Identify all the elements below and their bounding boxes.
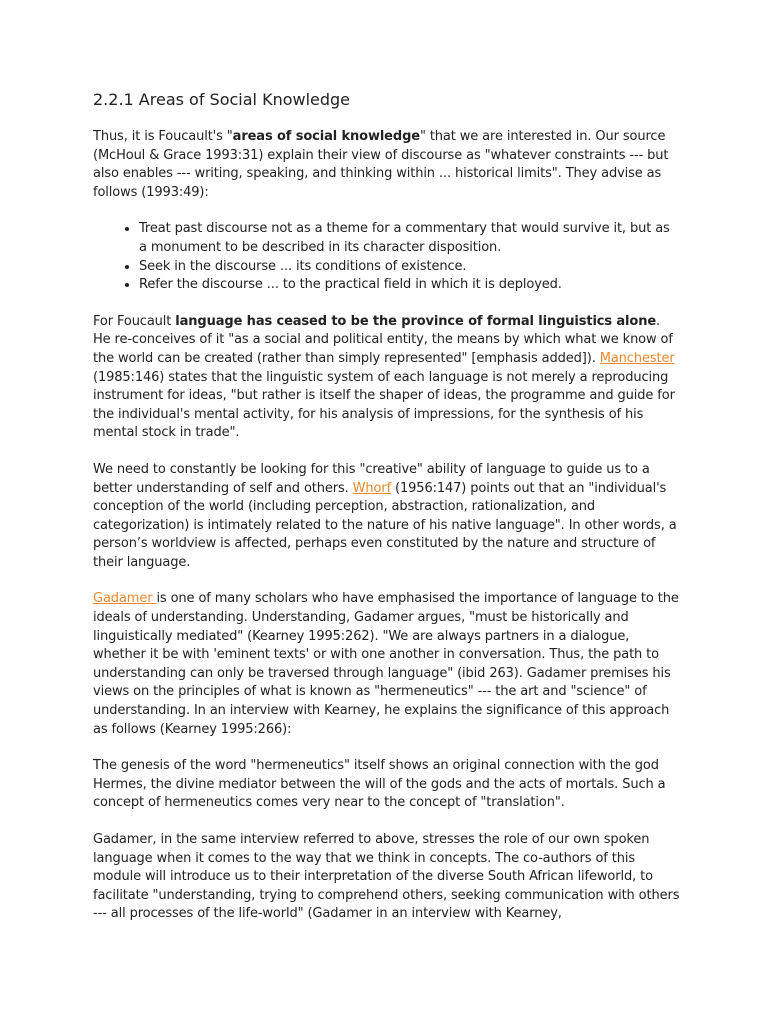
bullet-list	[93, 220, 680, 294]
section-heading: 2.2.1 Areas of Social Knowledge	[93, 90, 351, 109]
paragraph-hermeneutics-quote: The genesis of the word "hermeneutics" itself shows an original connection with the god Hermes, the divine mediator between the will of the gods and the acts of mortals. Such a concept of hermeneutics comes very near to the concept of "translation".	[93, 758, 666, 811]
gadamer-link[interactable]: Gadamer	[93, 591, 157, 607]
list-item: • Treat past discourse not as a theme for a commentary that would survive it, but as a monument to be described in its character disposition.	[139, 220, 680, 257]
text-run: Thus, it is Foucault's "	[93, 129, 233, 144]
text-run: . He re-conceives of it "as a social and political entity, the means by which what we know of the world can be created (rather than simply represented" [emphasis added]).	[93, 313, 673, 366]
list-item: • Refer the discourse ... to the practical field in which it is deployed.	[139, 276, 680, 295]
paragraph-gadamer-interview: Gadamer, in the same interview referred to above, stresses the role of our own spoken language when it comes to the way that we think in concepts. The co-authors of this module will introduce us to their interpretation of the diverse South African lifeworld, to facilitate "understanding, trying to comprehend others, seeking communication with others --- all processes of the life-world" (Gadamer in an interview with Kearney,	[93, 832, 680, 922]
bold-phrase: areas of social knowledge	[232, 129, 420, 144]
text-run: (1985:146) states that the linguistic system of each language is not merely a reproducing instrument for ideas, "but rather is itself the shaper of ideas, the programme and guide for the individual's mental activity, for his analysis of impressions, for the synthesis of his mental stock in trade".	[93, 369, 675, 441]
text-run: " that we are interested in. Our source (McHoul & Grace 1993:31) explain their view of discourse as "whatever constraints --- but also enables --- writing, speaking, and thinking within ... historical limits". They advise as follows (1993:49):	[93, 129, 669, 200]
bold-phrase: language has ceased to be the province of formal linguistics alone	[175, 313, 657, 329]
paragraph-whorf	[93, 461, 680, 573]
paragraph-foucault-language	[93, 313, 680, 443]
text-run: is one of many scholars who have emphasised the importance of language to the ideals of understanding. Understanding, Gadamer argues, "must be historically and linguistically mediated" (Kearney 1995:262). "We are always partners in a dialogue, whether it be with 'eminent texts' or with one another in conversation. Thus, the path to understanding can only be traversed through language" (ibid 263). Gadamer premises his views on the principles of what is known as "hermeneutics" --- the art and "science" of understanding. In an interview with Kearney, he explains the significance of this approach as follows (Kearney 1995:266):	[93, 591, 679, 737]
list-item: • Seek in the discourse ... its conditions of existence.	[139, 258, 680, 277]
manchester-link[interactable]: Manchester	[599, 350, 675, 366]
text-run: We need to constantly be looking for this "creative" ability of language to guide us to a better understanding of self and others.	[93, 461, 650, 496]
text-run: For Foucault	[93, 313, 176, 329]
whorf-link[interactable]: Whorf	[352, 480, 392, 496]
paragraph-foucault-intro	[93, 128, 680, 202]
text-run: (1956:147) points out that an "individual's conception of the world (including perception, abstraction, rationalization, and categorization) is intimately related to the nature of his native language". In other words, a person’s worldview is affected, perhaps even constituted by the nature and structure of their language.	[93, 480, 677, 570]
paragraph-gadamer	[93, 590, 680, 739]
